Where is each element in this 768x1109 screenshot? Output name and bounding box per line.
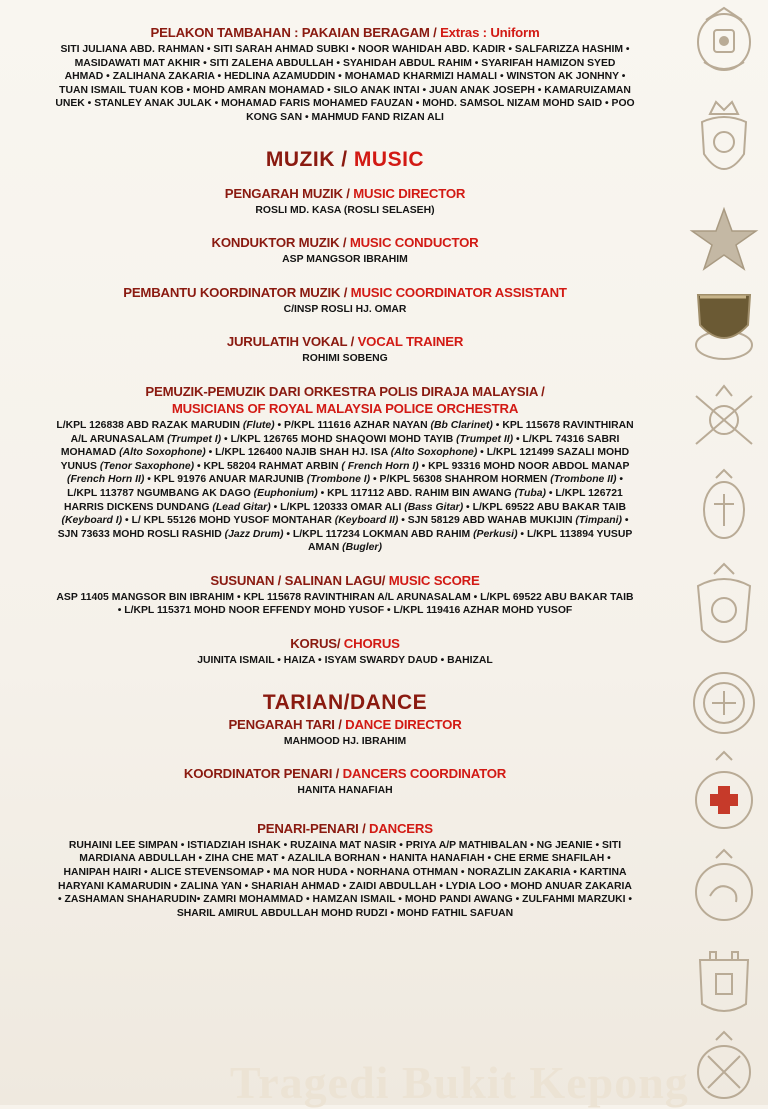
orchestra-heading bbox=[55, 383, 635, 417]
music-conductor-heading bbox=[55, 234, 635, 251]
orchestra-member-instrument: ( French Horn I) bbox=[341, 460, 419, 472]
orchestra-member-name: KPL 115678 RAVINTHIRAN A/L ARUNASALAM bbox=[70, 419, 634, 445]
dancers-coordinator-heading-english: DANCERS COORDINATOR bbox=[342, 766, 507, 782]
dancers-coordinator-heading-malay: KOORDINATOR PENARI / bbox=[183, 766, 340, 782]
orchestra-member-name: L/KPL 113894 YUSUP AMAN bbox=[308, 528, 633, 554]
orchestra-member-instrument: (Trumpet I) bbox=[167, 433, 222, 445]
music-title-english: MUSIC bbox=[353, 147, 425, 171]
orchestra-heading-english: MUSICIANS OF ROYAL MALAYSIA POLICE ORCHESTRA bbox=[171, 400, 519, 416]
vocal-trainer-heading bbox=[55, 333, 635, 350]
dancers-heading-english: DANCERS bbox=[369, 820, 433, 836]
orchestra-member-name: KPL 91976 ANUAR MARJUNIB bbox=[153, 474, 307, 486]
extras-heading-english: Extras : Uniform bbox=[440, 25, 540, 40]
orchestra-member-instrument: (Keyboard I) bbox=[61, 515, 123, 527]
dance-section-title bbox=[55, 690, 635, 716]
dancers-coordinator-heading bbox=[55, 765, 635, 782]
orchestra-member-name: SJN 58129 ABD WAHAB MUKIJIN bbox=[407, 515, 576, 527]
music-director-heading-malay: PENGARAH MUZIK / bbox=[224, 185, 350, 201]
orchestra-member-name: L/KPL 126838 ABD RAZAK MARUDIN bbox=[56, 419, 243, 431]
dance-director-heading-malay: PENGARAH TARI / bbox=[228, 716, 342, 732]
music-title-malay: MUZIK bbox=[265, 147, 335, 171]
orchestra-member-instrument: (Flute) bbox=[242, 419, 275, 431]
orchestra-member-name: KPL 93316 MOHD NOOR ABDOL MANAP bbox=[428, 460, 630, 472]
music-assistant-name: C/INSP ROSLI HJ. OMAR bbox=[283, 303, 407, 315]
regiment-crest-icon bbox=[686, 2, 762, 80]
music-score-names: ASP 11405 MANGSOR BIN IBRAHIM • KPL 115678 RAVINTHIRAN A/L ARUNASALAM • L/KPL 69522 ABU BAKAR TAIB • L/KPL 115371 MOHD NOOR EFFENDY MOHD YUSOF • L/KPL 119416 AZHAR MOHD YUSOF bbox=[56, 591, 634, 617]
dance-director-heading bbox=[55, 716, 635, 733]
tall-crest-icon bbox=[686, 560, 762, 656]
chorus-heading bbox=[55, 635, 635, 652]
orchestra-member-instrument: (Bass Gitar) bbox=[404, 501, 464, 513]
orchestra-member-name: L/KPL 117234 LOKMAN ABD RAHIM bbox=[292, 528, 474, 540]
orchestra-member-instrument: (Jazz Drum) bbox=[224, 528, 284, 540]
orchestra-member-instrument: (Lead Gitar) bbox=[212, 501, 271, 513]
music-conductor-heading-english: MUSIC CONDUCTOR bbox=[349, 235, 479, 251]
red-cross-badge-icon bbox=[686, 750, 762, 840]
orchestra-member-instrument: (Trombone I) bbox=[306, 474, 371, 486]
dancers-heading bbox=[55, 820, 635, 837]
chorus-heading-english: CHORUS bbox=[343, 636, 400, 652]
music-conductor-name: ASP MANGSOR IBRAHIM bbox=[282, 254, 408, 266]
orchestra-member-instrument: (Trombone II) bbox=[550, 474, 617, 486]
music-score-heading bbox=[55, 572, 635, 589]
orchestra-member-instrument: (Tenor Saxophone) bbox=[99, 460, 195, 472]
music-title-separator: / bbox=[341, 147, 348, 171]
credits-content bbox=[55, 24, 635, 920]
orchestra-member-name: L/KPL 126721 HARRIS DICKENS DUNDANG bbox=[64, 487, 623, 513]
orchestra-member-name: L/KPL 113787 NGUMBANG AK DAGO bbox=[67, 487, 254, 499]
orchestra-member-name: P/KPL 111616 AZHAR NAYAN bbox=[284, 419, 431, 431]
dancers-heading-malay: PENARI-PENARI / bbox=[257, 820, 366, 836]
orchestra-members: L/KPL 126838 ABD RAZAK MARUDIN (Flute) • P/KPL 111616 AZHAR NAYAN (Bb Clarinet) • KPL 115678 RAVINTHIRAN A/L ARUNASALAM (Trumpet I) • L/KPL 126765 MOHD SHAQOWI MOHD TAYIB (Trumpet II) • L/KPL 74316 SABRI MOHAMAD (Alto Soxophone) • L/KPL 126400 NAJIB SHAH HJ. ISA (Alto Soxophone) • L/KPL 121499 SAZALI MOHD YUNUS (Tenor Saxophone) • KPL 58204 RAHMAT ARBIN ( French Horn I) • KPL 93316 MOHD NOOR ABDOL MANAP (French Horn II) • KPL 91976 ANUAR MARJUNIB (Trombone I) • P/KPL 56308 SHAHROM HORMEN (Trombone II) • L/KPL 113787 NGUMBANG AK DAGO (Euphonium) • KPL 117112 ABD. RAHIM BIN AWANG (Tuba) • L/KPL 126721 HARRIS DICKENS DUNDANG (Lead Gitar) • L/KPL 120333 OMAR ALI (Bass Gitar) • L/KPL 69522 ABU BAKAR TAIB (Keyboard I) • L/ KPL 55126 MOHD YUSOF MONTAHAR (Keyboard II) • SJN 58129 ABD WAHAB MUKIJIN (Timpani) • SJN 73633 MOHD ROSLI RASHID (Jazz Drum) • L/KPL 117234 LOKMAN ABD RAHIM (Perkusi) • L/KPL 113894 YUSUP AMAN (Bugler) bbox=[56, 419, 634, 554]
extras-heading-malay: PELAKON TAMBAHAN : PAKAIAN BERAGAM / bbox=[150, 25, 437, 40]
music-director-heading-english: MUSIC DIRECTOR bbox=[353, 185, 466, 201]
castle-badge-icon bbox=[686, 940, 762, 1020]
orchestra-member-instrument: (Bugler) bbox=[342, 542, 382, 554]
orchestra-member-instrument: (Bb Clarinet) bbox=[430, 419, 493, 431]
orchestra-member-instrument: (Keyboard II) bbox=[334, 515, 399, 527]
music-director-name: ROSLI MD. KASA (ROSLI SELASEH) bbox=[255, 204, 435, 216]
crossed-swords-badge-icon bbox=[686, 1028, 762, 1104]
vocal-trainer-heading-malay: JURULATIH VOKAL / bbox=[226, 334, 355, 350]
orchestra-member-name: L/ KPL 55126 MOHD YUSOF MONTAHAR bbox=[131, 515, 335, 527]
orchestra-member-instrument: (Trumpet II) bbox=[456, 433, 514, 445]
chorus-names: JUINITA ISMAIL • HAIZA • ISYAM SWARDY DAUD • BAHIZAL bbox=[197, 655, 493, 667]
orchestra-member-name: L/KPL 74316 SABRI MOHAMAD bbox=[60, 433, 620, 459]
music-score-heading-english: MUSIC SCORE bbox=[388, 572, 480, 588]
music-score-heading-malay: SUSUNAN / SALINAN LAGU/ bbox=[210, 572, 386, 588]
orchestra-member-name: L/KPL 69522 ABU BAKAR TAIB bbox=[472, 501, 626, 513]
orchestra-member-name: L/KPL 126400 NAJIB SHAH HJ. ISA bbox=[215, 447, 391, 459]
vocal-trainer-name: ROHIMI SOBENG bbox=[302, 353, 388, 365]
crossed-rifles-badge-icon bbox=[686, 382, 762, 458]
orchestra-member-instrument: (Timpani) bbox=[575, 515, 622, 527]
music-director-heading bbox=[55, 185, 635, 202]
dance-director-heading-english: DANCE DIRECTOR bbox=[345, 716, 462, 732]
music-section-title bbox=[55, 147, 635, 173]
orchestra-member-instrument: (Tuba) bbox=[514, 487, 546, 499]
dancers-coordinator-name: HANITA HANAFIAH bbox=[297, 785, 393, 797]
dance-title: TARIAN/DANCE bbox=[262, 690, 428, 714]
film-title-watermark: Tragedi Bukit Kepong bbox=[230, 1057, 689, 1108]
orchestra-member-instrument: (Perkusi) bbox=[473, 528, 518, 540]
lion-wreath-badge-icon bbox=[686, 848, 762, 930]
chorus-heading-malay: KORUS/ bbox=[290, 636, 341, 652]
extras-names: SITI JULIANA ABD. RAHMAN • SITI SARAH AHMAD SUBKI • NOOR WAHIDAH ABD. KADIR • SALFARIZZA HASHIM • MASIDAWATI MAT AKHIR • SITI ZALEHA ABDULLAH • SYAHIDAH ABDUL RAHIM • SYARIFAH HAMIZON SYED AHMAD • ZALIHANA ZAKARIA • HEDLINA AZAMUDDIN • MOHAMAD KHARMIZI HAMALI • WINSTON AK JONHNY • TUAN ISMAIL TUAN KOB • MOHD AMRAN MOHAMAD • SILO ANAK INTAI • JUAN ANAK JOSEPH • KAMARUIZAMAN UNEK • STANLEY ANAK JULAK • MOHAMAD FARIS MOHAMED FAUZAN • MOHD. SAMSOL NIZAM MOHD SAID • POO KONG SAN • MAHMUD FAND RIZAN ALI bbox=[55, 44, 635, 123]
orchestra-member-name: KPL 58204 RAHMAT ARBIN bbox=[203, 460, 342, 472]
vocal-trainer-heading-english: VOCAL TRAINER bbox=[357, 334, 464, 350]
orchestra-member-name: P/KPL 56308 SHAHROM HORMEN bbox=[379, 474, 551, 486]
orchestra-member-name: SJN 73633 MOHD ROSLI RASHID bbox=[57, 528, 225, 540]
orchestra-member-instrument: (French Horn II) bbox=[67, 474, 145, 486]
star-badge-icon bbox=[686, 205, 762, 275]
dance-director-name: MAHMOOD HJ. IBRAHIM bbox=[283, 735, 407, 747]
orchestra-member-name: L/KPL 120333 OMAR ALI bbox=[280, 501, 405, 513]
music-assistant-heading bbox=[55, 284, 635, 301]
orchestra-member-name: KPL 117112 ABD. RAHIM BIN AWANG bbox=[327, 487, 515, 499]
round-wreath-badge-icon bbox=[686, 665, 762, 741]
orchestra-member-name: L/KPL 126765 MOHD SHAQOWI MOHD TAYIB bbox=[230, 433, 457, 445]
oval-crest-icon bbox=[686, 468, 762, 548]
dancers-names: RUHAINI LEE SIMPAN • ISTIADZIAH ISHAK • RUZAINA MAT NASIR • PRIYA A/P MATHIBALAN • NG JEANIE • SITI MARDIANA ABDULLAH • ZIHA CHE MAT • AZALILA BORHAN • HANITA HANAFIAH • CHE ERME SHAFILAH • HANIPAH HAIRI • ALICE STEVENSOMAP • MA NOR HUDA • NORHANA OTHMAN • NORAZLIN ZAKARIA • KARTINA HARYANI KAMARUDIN • ZALINA YAN • SHARIAH AHMAD • ZAIDI ABDULLAH • LYDIA LOO • MOHD ANUAR ZAKARIA • ZASHAMAN SHAHARUDIN• ZAMRI MOHAMMAD • HAMZAN ISMAIL • MOHD PANDI AWANG • ZULFAHMI MARZUKI • SHARIL AMIRUL ABDULLAH MOHD RUDZI • MOHD FATHIL SAFUAN bbox=[57, 839, 633, 919]
music-assistant-heading-malay: PEMBANTU KOORDINATOR MUZIK / bbox=[123, 284, 348, 300]
shield-badge-icon bbox=[686, 285, 762, 367]
orchestra-member-instrument: (Alto Soxophone) bbox=[390, 447, 478, 459]
insignia-column bbox=[680, 0, 768, 1105]
orchestra-heading-malay: PEMUZIK-PEMUZIK DARI ORKESTRA POLIS DIRAJA MALAYSIA / bbox=[145, 383, 545, 399]
orchestra-member-instrument: (Alto Soxophone) bbox=[119, 447, 206, 459]
music-assistant-heading-english: MUSIC COORDINATOR ASSISTANT bbox=[350, 284, 567, 300]
orchestra-member-name: L/KPL 121499 SAZALI MOHD YUNUS bbox=[60, 447, 630, 472]
extras-heading bbox=[55, 24, 635, 41]
orchestra-member-instrument: (Euphonium) bbox=[253, 487, 318, 499]
royal-crown-badge-icon bbox=[686, 92, 762, 192]
music-conductor-heading-malay: KONDUKTOR MUZIK / bbox=[211, 235, 347, 251]
